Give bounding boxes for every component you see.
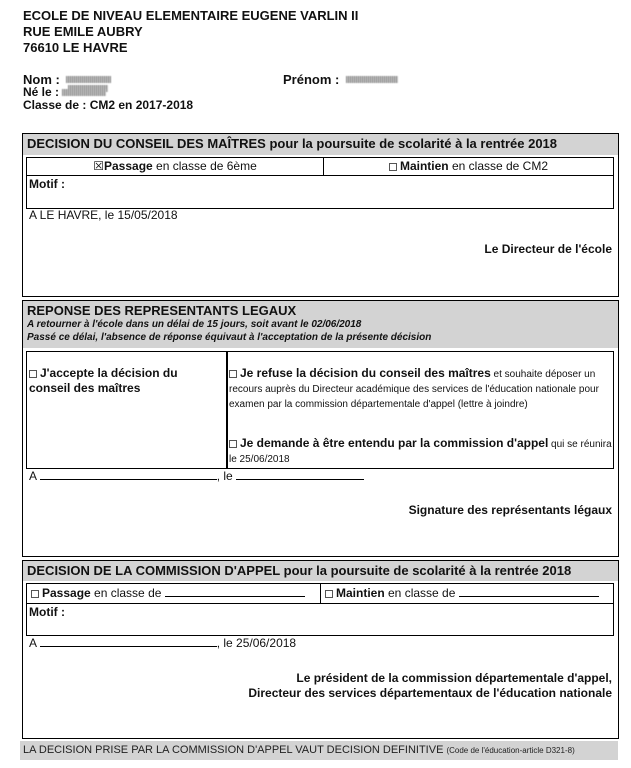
- school-name: ECOLE DE NIVEAU ELEMENTAIRE EUGENE VARLIN II: [23, 8, 359, 23]
- option-accept[interactable]: J'accepte la décision du conseil des maîtres: [29, 366, 178, 395]
- option-maintien-commission[interactable]: Maintien en classe de: [325, 586, 599, 600]
- option-refuse[interactable]: Je refuse la décision du conseil des maîtres et souhaite déposer un recours auprès du Directeur académique des services de l'éducation nationale pour examen par la commission départementale d'appel (lettre à joindre): [229, 366, 599, 410]
- checkbox-icon[interactable]: [389, 163, 397, 171]
- option-passage-commission[interactable]: Passage en classe de: [31, 586, 305, 600]
- checkbox-icon[interactable]: [325, 590, 333, 598]
- class-input[interactable]: [165, 586, 305, 597]
- redacted-nom: [66, 76, 111, 83]
- ne-label: Né le :: [23, 85, 60, 99]
- place-input[interactable]: [40, 469, 217, 480]
- school-city: 76610 LE HAVRE: [23, 40, 128, 55]
- footer-text: LA DECISION PRISE PAR LA COMMISSION D'APPEL VAUT DECISION DEFINITIVE (Code de l'éducation-article D321-8): [23, 744, 575, 756]
- redacted-prenom: [346, 76, 398, 83]
- checkbox-checked-icon[interactable]: ☒: [93, 159, 104, 173]
- section1-title: DECISION DU CONSEIL DES MAÎTRES pour la poursuite de scolarité à la rentrée 2018: [27, 136, 558, 151]
- checkbox-icon[interactable]: [229, 370, 237, 378]
- option-maintien[interactable]: Maintien en classe de CM2: [323, 159, 614, 173]
- redacted-birthdate: [62, 89, 106, 96]
- section2-deadline: A retourner à l'école dans un délai de 15 jours, soit avant le 02/06/2018: [27, 319, 362, 330]
- motif-label: Motif :: [29, 605, 65, 619]
- nom-label: Nom :: [23, 72, 60, 87]
- option-passage[interactable]: ☒Passage en classe de 6ème: [93, 159, 257, 173]
- option-demande[interactable]: Je demande à être entendu par la commission d'appel qui se réunira le 25/06/2018: [229, 436, 612, 465]
- directeur-signature: Le Directeur de l'école: [484, 242, 612, 256]
- checkbox-icon[interactable]: [29, 370, 37, 378]
- place-date: A LE HAVRE, le 15/05/2018: [29, 208, 178, 222]
- class-input[interactable]: [459, 586, 599, 597]
- section2-title: REPONSE DES REPRESENTANTS LEGAUX: [27, 303, 297, 318]
- section2-note: Passé ce délai, l'absence de réponse équivaut à l'acceptation de la présente décision: [27, 332, 432, 343]
- classe-info: Classe de : CM2 en 2017-2018: [23, 98, 194, 112]
- place-date-fields: A , le 25/06/2018: [29, 636, 297, 650]
- motif-label: Motif :: [29, 177, 65, 191]
- date-input[interactable]: [236, 469, 364, 480]
- checkbox-icon[interactable]: [31, 590, 39, 598]
- representants-signature: Signature des représentants légaux: [408, 503, 612, 517]
- section3-title: DECISION DE LA COMMISSION D'APPEL pour la poursuite de scolarité à la rentrée 2018: [27, 563, 572, 578]
- place-date-fields: A , le: [29, 469, 364, 483]
- checkbox-icon[interactable]: [229, 440, 237, 448]
- school-street: RUE EMILE AUBRY: [23, 24, 143, 39]
- school-address: [23, 8, 358, 56]
- prenom-label: Prénom :: [283, 72, 340, 87]
- president-signature: Le président de la commission départementale d'appel, Directeur des services départementaux de l'éducation nationale: [248, 671, 612, 700]
- place-input[interactable]: [40, 636, 217, 647]
